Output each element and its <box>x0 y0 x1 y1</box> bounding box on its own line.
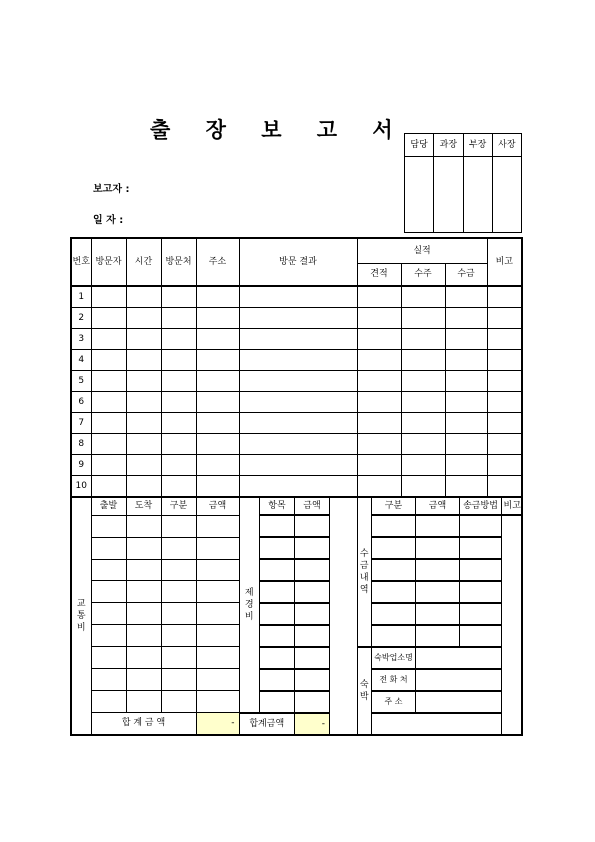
cell[interactable] <box>416 581 460 603</box>
row-number: 8 <box>71 434 91 455</box>
date-label: 일 자 : <box>93 215 124 226</box>
cell[interactable] <box>357 455 401 476</box>
cell[interactable] <box>91 581 126 603</box>
cell[interactable] <box>196 286 239 308</box>
cell[interactable] <box>196 669 239 691</box>
header-order: 수주 <box>401 264 445 287</box>
cell[interactable] <box>460 537 502 559</box>
transport-col-header: 도착 <box>126 497 161 515</box>
cell[interactable] <box>445 371 487 392</box>
cell[interactable] <box>401 392 445 413</box>
cell[interactable] <box>161 476 196 498</box>
cell[interactable] <box>401 476 445 498</box>
cell[interactable] <box>260 537 295 559</box>
lodging-label: 숙 박 <box>358 647 372 734</box>
cell[interactable] <box>91 308 126 329</box>
cell[interactable] <box>196 476 239 498</box>
cell[interactable] <box>196 691 239 713</box>
row-number: 3 <box>71 329 91 350</box>
header-estimate: 견적 <box>357 264 401 287</box>
cell[interactable] <box>161 647 196 669</box>
cell[interactable] <box>239 392 357 413</box>
cell[interactable] <box>126 350 161 371</box>
transport-col-header: 구분 <box>161 497 196 515</box>
cell[interactable] <box>126 476 161 498</box>
header-visit-place: 방문처 <box>161 238 196 286</box>
cell[interactable] <box>487 308 522 329</box>
cell[interactable] <box>91 350 126 371</box>
cell[interactable] <box>445 413 487 434</box>
row-number: 1 <box>71 286 91 308</box>
misc-total-label: 합계금액 <box>240 713 295 734</box>
cell[interactable] <box>416 691 502 713</box>
cell[interactable] <box>416 559 460 581</box>
cell[interactable] <box>161 286 196 308</box>
cell[interactable] <box>239 476 357 498</box>
header-performance: 실적 <box>357 238 487 264</box>
cell[interactable] <box>91 515 126 537</box>
cell[interactable] <box>196 647 239 669</box>
cell[interactable] <box>401 413 445 434</box>
collection-col-header: 구분 <box>372 498 416 515</box>
cell[interactable] <box>126 455 161 476</box>
cell[interactable] <box>260 669 295 691</box>
cell[interactable] <box>487 413 522 434</box>
cell[interactable] <box>196 625 239 647</box>
header-collection: 수금 <box>445 264 487 287</box>
cell[interactable] <box>401 434 445 455</box>
cell[interactable] <box>126 371 161 392</box>
cell[interactable] <box>126 691 161 713</box>
cell[interactable] <box>126 434 161 455</box>
cell[interactable] <box>260 647 295 669</box>
transport-total-label: 합 계 금 액 <box>91 712 196 735</box>
cell[interactable] <box>91 392 126 413</box>
cell[interactable] <box>239 329 357 350</box>
cell[interactable] <box>295 537 330 559</box>
row-number: 2 <box>71 308 91 329</box>
transport-total-value: - <box>196 712 239 735</box>
cell[interactable] <box>487 476 522 498</box>
misc-col-header: 항목 <box>260 498 295 515</box>
cell[interactable] <box>416 603 460 625</box>
cell[interactable] <box>126 515 161 537</box>
cell[interactable] <box>372 559 416 581</box>
cell[interactable] <box>161 537 196 559</box>
cell[interactable] <box>239 413 357 434</box>
signature-box[interactable] <box>405 157 434 233</box>
row-number: 9 <box>71 455 91 476</box>
cell[interactable] <box>91 559 126 581</box>
cell[interactable] <box>196 329 239 350</box>
row-number: 10 <box>71 476 91 498</box>
cell[interactable] <box>161 455 196 476</box>
cell[interactable] <box>357 308 401 329</box>
lodging-row-label: 숙박업소명 <box>372 647 416 669</box>
cell[interactable] <box>260 559 295 581</box>
cell[interactable] <box>401 371 445 392</box>
cell[interactable] <box>445 329 487 350</box>
cell[interactable] <box>295 691 330 713</box>
cell[interactable] <box>91 647 126 669</box>
cell[interactable] <box>161 371 196 392</box>
cell[interactable] <box>416 625 460 647</box>
cell[interactable] <box>126 286 161 308</box>
cell[interactable] <box>487 329 522 350</box>
cell[interactable] <box>91 371 126 392</box>
cell[interactable] <box>196 581 239 603</box>
cell[interactable] <box>126 413 161 434</box>
cell[interactable] <box>126 581 161 603</box>
cell[interactable] <box>372 625 416 647</box>
cell[interactable] <box>445 308 487 329</box>
cell[interactable] <box>239 350 357 371</box>
transport-label: 교 통 비 <box>71 497 91 735</box>
cell[interactable] <box>295 625 330 647</box>
cell[interactable] <box>260 603 295 625</box>
cell[interactable] <box>372 581 416 603</box>
collection-remarks-cell[interactable] <box>502 515 523 734</box>
cell[interactable] <box>357 329 401 350</box>
cell[interactable] <box>196 515 239 537</box>
lodging-row-label: 주 소 <box>372 691 416 713</box>
cell[interactable] <box>487 455 522 476</box>
cell[interactable] <box>460 559 502 581</box>
cell[interactable] <box>445 350 487 371</box>
cell[interactable] <box>239 308 357 329</box>
cell[interactable] <box>161 350 196 371</box>
cell[interactable] <box>196 434 239 455</box>
cell[interactable] <box>487 350 522 371</box>
cell[interactable] <box>357 286 401 308</box>
approval-label: 과장 <box>434 134 463 157</box>
header-result: 방문 결과 <box>239 238 357 286</box>
row-number: 6 <box>71 392 91 413</box>
cell[interactable] <box>295 647 330 669</box>
cell[interactable] <box>161 329 196 350</box>
cell[interactable] <box>460 581 502 603</box>
cell[interactable] <box>357 434 401 455</box>
cell[interactable] <box>196 413 239 434</box>
cell[interactable] <box>487 392 522 413</box>
cell[interactable] <box>401 329 445 350</box>
approval-label: 부장 <box>463 134 492 157</box>
cell[interactable] <box>91 537 126 559</box>
cell[interactable] <box>295 603 330 625</box>
cell[interactable] <box>91 476 126 498</box>
header-address: 주소 <box>196 238 239 286</box>
cell[interactable] <box>91 434 126 455</box>
cell[interactable] <box>401 455 445 476</box>
cell[interactable] <box>295 559 330 581</box>
collection-remarks-header: 비고 <box>502 498 523 515</box>
approval-label: 사장 <box>492 134 521 157</box>
row-number: 7 <box>71 413 91 434</box>
header-time: 시간 <box>126 238 161 286</box>
collection-label: 수 금 내 역 <box>358 498 372 647</box>
cell[interactable] <box>357 476 401 498</box>
cell[interactable] <box>161 434 196 455</box>
cell[interactable] <box>260 691 295 713</box>
cell[interactable] <box>401 286 445 308</box>
cell[interactable] <box>460 515 502 537</box>
cell[interactable] <box>416 647 502 669</box>
collection-block <box>357 497 522 735</box>
cell[interactable] <box>196 350 239 371</box>
cell[interactable] <box>91 691 126 713</box>
cell[interactable] <box>357 392 401 413</box>
transport-col-header: 출발 <box>91 497 126 515</box>
signature-box[interactable] <box>463 157 492 233</box>
cell[interactable] <box>126 647 161 669</box>
cell[interactable] <box>416 669 502 691</box>
approval-label: 담당 <box>405 134 434 157</box>
misc-label: 제 경 비 <box>240 498 260 713</box>
header-no: 번호 <box>71 238 91 286</box>
report-table <box>70 237 523 736</box>
cell[interactable] <box>460 603 502 625</box>
row-number: 5 <box>71 371 91 392</box>
cell[interactable] <box>445 434 487 455</box>
cell[interactable] <box>161 308 196 329</box>
cell[interactable] <box>295 515 330 537</box>
cell[interactable] <box>126 537 161 559</box>
cell[interactable] <box>416 537 460 559</box>
cell[interactable] <box>260 581 295 603</box>
cell[interactable] <box>357 350 401 371</box>
cell[interactable] <box>372 537 416 559</box>
cell[interactable] <box>196 371 239 392</box>
cell[interactable] <box>196 308 239 329</box>
cell[interactable] <box>91 455 126 476</box>
cell[interactable] <box>295 581 330 603</box>
cell[interactable] <box>445 476 487 498</box>
cell[interactable] <box>161 691 196 713</box>
cell[interactable] <box>372 603 416 625</box>
cell[interactable] <box>239 371 357 392</box>
cell[interactable] <box>126 392 161 413</box>
cell[interactable] <box>126 559 161 581</box>
cell[interactable] <box>126 308 161 329</box>
row-number: 4 <box>71 350 91 371</box>
cell[interactable] <box>445 286 487 308</box>
cell[interactable] <box>239 286 357 308</box>
misc-total-value: - <box>295 713 330 734</box>
cell[interactable] <box>295 669 330 691</box>
header-remarks: 비고 <box>487 238 522 286</box>
cell[interactable] <box>126 603 161 625</box>
signature-box[interactable] <box>434 157 463 233</box>
cell[interactable] <box>445 392 487 413</box>
misc-col-header: 금액 <box>295 498 330 515</box>
cell[interactable] <box>126 329 161 350</box>
cell[interactable] <box>91 286 126 308</box>
cell[interactable] <box>416 515 460 537</box>
collection-col-header: 송금방법 <box>460 498 502 515</box>
cell[interactable] <box>372 515 416 537</box>
cell[interactable] <box>357 413 401 434</box>
cell[interactable] <box>196 559 239 581</box>
cell[interactable] <box>161 413 196 434</box>
cell[interactable] <box>460 625 502 647</box>
collection-col-header: 금액 <box>416 498 460 515</box>
cell[interactable] <box>161 515 196 537</box>
misc-spacer <box>330 498 358 734</box>
cell[interactable] <box>401 308 445 329</box>
cell[interactable] <box>260 515 295 537</box>
cell[interactable] <box>161 559 196 581</box>
misc-expense-block <box>239 497 357 735</box>
cell[interactable] <box>357 371 401 392</box>
cell[interactable] <box>487 371 522 392</box>
reporter-label: 보고자 : <box>93 184 130 195</box>
signature-box[interactable] <box>492 157 521 233</box>
cell[interactable] <box>196 392 239 413</box>
cell[interactable] <box>161 603 196 625</box>
cell[interactable] <box>196 603 239 625</box>
cell[interactable] <box>487 434 522 455</box>
cell[interactable] <box>161 392 196 413</box>
cell[interactable] <box>91 413 126 434</box>
approval-table <box>404 133 522 233</box>
cell[interactable] <box>196 537 239 559</box>
cell[interactable] <box>161 669 196 691</box>
page-title: 출 장 보 고 서 <box>150 118 407 142</box>
cell[interactable] <box>91 669 126 691</box>
transport-col-header: 금액 <box>196 497 239 515</box>
cell[interactable] <box>239 434 357 455</box>
cell[interactable] <box>372 713 502 734</box>
cell[interactable] <box>487 286 522 308</box>
cell[interactable] <box>126 625 161 647</box>
cell[interactable] <box>196 455 239 476</box>
cell[interactable] <box>91 625 126 647</box>
cell[interactable] <box>91 329 126 350</box>
cell[interactable] <box>126 669 161 691</box>
cell[interactable] <box>401 350 445 371</box>
cell[interactable] <box>91 603 126 625</box>
cell[interactable] <box>239 455 357 476</box>
cell[interactable] <box>161 625 196 647</box>
lodging-row-label: 전 화 처 <box>372 669 416 691</box>
cell[interactable] <box>260 625 295 647</box>
header-visitor: 방문자 <box>91 238 126 286</box>
cell[interactable] <box>445 455 487 476</box>
cell[interactable] <box>161 581 196 603</box>
